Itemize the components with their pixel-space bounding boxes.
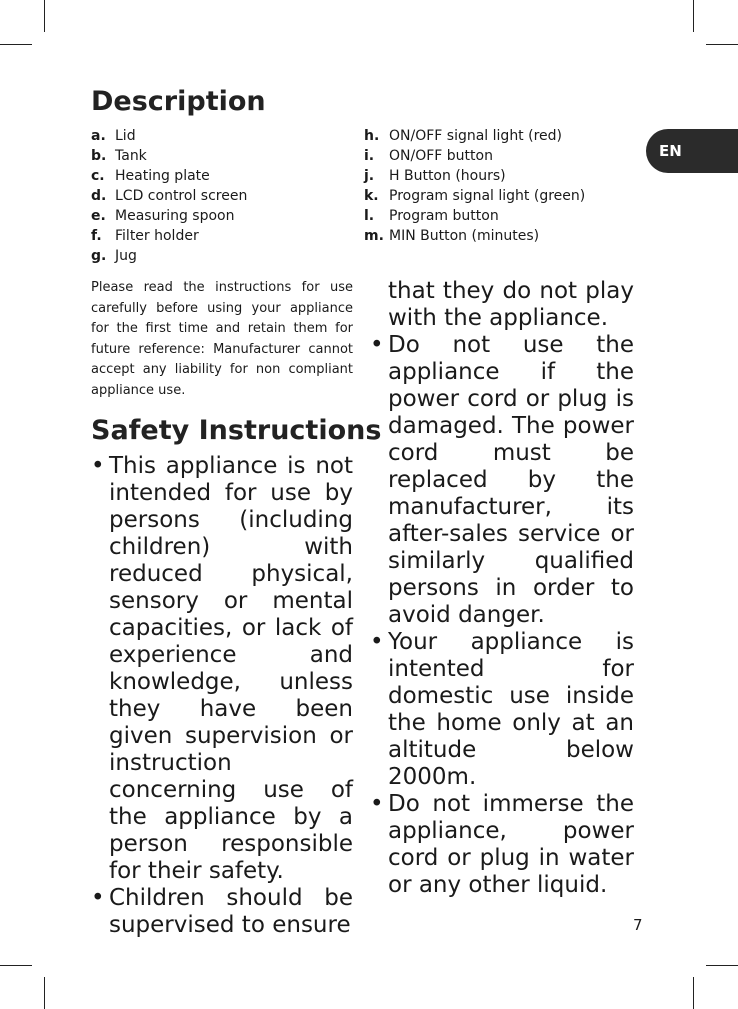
- item-label: Lid: [115, 128, 136, 144]
- list-item: [370, 791, 634, 899]
- crop-mark: [0, 965, 32, 966]
- item-label: Measuring spoon: [115, 208, 235, 224]
- list-item: [91, 885, 353, 939]
- safety-list-left: [91, 453, 353, 939]
- list-item: [364, 226, 585, 246]
- item-key: a.: [91, 128, 106, 144]
- bullet-icon: •: [91, 885, 105, 911]
- item-label: MIN Button (minutes): [389, 228, 540, 244]
- page-number: 7: [633, 916, 643, 934]
- list-item: [91, 246, 247, 266]
- safety-text: Do not immerse the appliance, power cord or plug in water or any other liquid.: [388, 791, 634, 898]
- item-label: Heating plate: [115, 168, 210, 184]
- item-key: g.: [91, 248, 107, 264]
- item-label: Tank: [115, 148, 147, 164]
- list-item: [364, 186, 585, 206]
- crop-mark: [44, 0, 45, 32]
- list-item: [364, 126, 585, 146]
- list-item: [91, 226, 247, 246]
- item-key: d.: [91, 188, 107, 204]
- parts-list-left: [91, 126, 247, 266]
- list-item: [91, 166, 247, 186]
- bullet-icon: •: [370, 629, 384, 655]
- list-item-continuation: [370, 278, 634, 332]
- list-item: [91, 186, 247, 206]
- bullet-icon: •: [91, 453, 105, 479]
- item-key: m.: [364, 228, 384, 244]
- description-title: Description: [91, 86, 266, 117]
- crop-mark: [706, 965, 738, 966]
- crop-mark: [0, 44, 32, 45]
- item-label: H Button (hours): [389, 168, 506, 184]
- item-key: k.: [364, 188, 379, 204]
- list-item: [91, 126, 247, 146]
- item-key: i.: [364, 148, 375, 164]
- item-label: Program button: [389, 208, 499, 224]
- list-item: [370, 332, 634, 629]
- safety-text: Your appliance is intented for domestic use inside the home only at an altitude below 2000m.: [388, 629, 634, 790]
- list-item: [364, 146, 585, 166]
- item-key: c.: [91, 168, 105, 184]
- safety-text: This appliance is not intended for use by persons (including children) with reduced physical, sensory or mental capacities, or lack of experience and knowledge, unless they have been given supervision or instruction concerning use of the appliance by a person responsible for their safety.: [109, 453, 353, 884]
- safety-title: Safety Instructions: [91, 415, 382, 446]
- item-label: ON/OFF button: [389, 148, 493, 164]
- crop-mark: [44, 977, 45, 1009]
- safety-text: Children should be supervised to ensure: [109, 885, 353, 938]
- parts-list-right: [364, 126, 585, 246]
- item-key: l.: [364, 208, 375, 224]
- item-label: Filter holder: [115, 228, 199, 244]
- language-tab: EN: [646, 129, 738, 173]
- item-key: f.: [91, 228, 102, 244]
- crop-mark: [706, 44, 738, 45]
- intro-paragraph: Please read the instructions for use carefully before using your appliance for the first time and retain them for future reference: Manufacturer cannot accept any liability for non compliant appliance use.: [91, 280, 353, 398]
- safety-text: that they do not play with the appliance.: [388, 278, 634, 331]
- item-label: LCD control screen: [115, 188, 248, 204]
- list-item: [91, 206, 247, 226]
- list-item: [91, 453, 353, 885]
- list-item: [364, 206, 585, 226]
- item-key: b.: [91, 148, 107, 164]
- list-item: [370, 629, 634, 791]
- safety-text: Do not use the appliance if the power cord or plug is damaged. The power cord must be replaced by the manufacturer, its after-sales service or similarly qualified persons in order to avoid danger.: [388, 332, 634, 628]
- item-label: Program signal light (green): [389, 188, 586, 204]
- bullet-icon: •: [370, 791, 384, 817]
- bullet-icon: •: [370, 332, 384, 358]
- crop-mark: [693, 0, 694, 32]
- list-item: [364, 166, 585, 186]
- crop-mark: [693, 977, 694, 1009]
- list-item: [91, 146, 247, 166]
- item-label: ON/OFF signal light (red): [389, 128, 562, 144]
- item-label: Jug: [115, 248, 137, 264]
- item-key: j.: [364, 168, 375, 184]
- safety-list-right: [370, 278, 634, 899]
- item-key: h.: [364, 128, 380, 144]
- item-key: e.: [91, 208, 106, 224]
